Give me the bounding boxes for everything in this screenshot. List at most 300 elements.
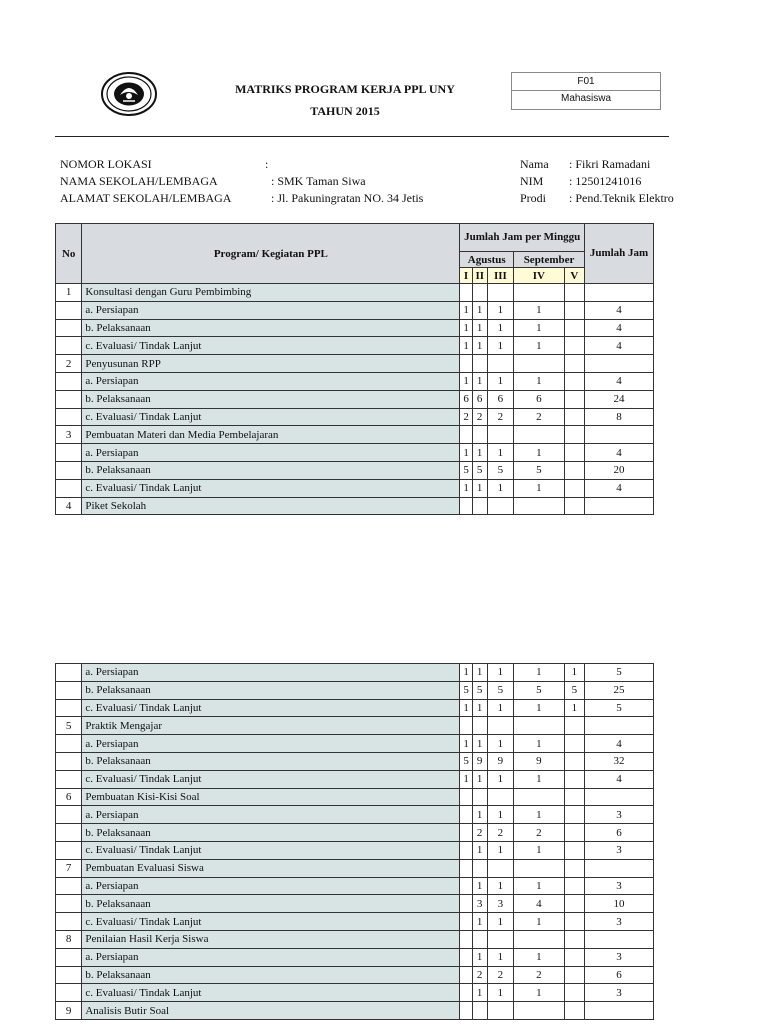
cell-total-hours: 4 — [585, 301, 654, 319]
cell-no: 7 — [56, 859, 82, 877]
cell-program: c. Evaluasi/ Tindak Lanjut — [82, 841, 460, 859]
cell-no — [56, 824, 82, 842]
table-row-subactivity — [56, 408, 654, 426]
cell-week-5 — [564, 461, 584, 479]
cell-no: 4 — [56, 497, 82, 515]
cell-week-3: 1 — [487, 735, 513, 753]
cell-week-3: 1 — [487, 444, 513, 462]
table-body-page2 — [56, 664, 654, 1020]
table-row-subactivity — [56, 444, 654, 462]
cell-week-1 — [460, 948, 472, 966]
cell-week-2: 1 — [472, 806, 487, 824]
cell-program: c. Evaluasi/ Tindak Lanjut — [82, 408, 460, 426]
cell-week-1 — [460, 824, 472, 842]
header-week-1: I — [460, 268, 472, 284]
cell-total-hours: 4 — [585, 735, 654, 753]
cell-week-5 — [564, 479, 584, 497]
cell-week-1 — [460, 717, 472, 735]
program-matrix-table-page1 — [55, 223, 654, 515]
header-no: No — [56, 224, 82, 284]
cell-week-4: 5 — [514, 461, 565, 479]
cell-week-5 — [564, 806, 584, 824]
cell-total-hours: 5 — [585, 699, 654, 717]
cell-week-5: 5 — [564, 681, 584, 699]
cell-week-5 — [564, 752, 584, 770]
form-role: Mahasiswa — [512, 90, 660, 109]
cell-week-3: 1 — [487, 372, 513, 390]
cell-week-3: 1 — [487, 948, 513, 966]
cell-week-5 — [564, 841, 584, 859]
cell-week-5 — [564, 930, 584, 948]
cell-week-3 — [487, 355, 513, 373]
cell-week-2: 1 — [472, 770, 487, 788]
header-month-august: Agustus — [460, 252, 514, 268]
cell-program: b. Pelaksanaan — [82, 461, 460, 479]
cell-total-hours: 32 — [585, 752, 654, 770]
cell-week-2 — [472, 497, 487, 515]
document-title: MATRIKS PROGRAM KERJA PPL UNY — [235, 82, 455, 96]
table-row-subactivity — [56, 301, 654, 319]
cell-week-1: 2 — [460, 408, 472, 426]
cell-week-4 — [514, 788, 565, 806]
cell-week-5 — [564, 301, 584, 319]
cell-week-2 — [472, 859, 487, 877]
cell-no — [56, 913, 82, 931]
cell-week-2: 1 — [472, 372, 487, 390]
cell-week-1 — [460, 930, 472, 948]
form-code: F01 — [577, 76, 595, 87]
cell-program: b. Pelaksanaan — [82, 681, 460, 699]
cell-week-3: 5 — [487, 461, 513, 479]
cell-week-1: 1 — [460, 337, 472, 355]
table-row-subactivity — [56, 966, 654, 984]
cell-week-3 — [487, 717, 513, 735]
cell-week-2: 5 — [472, 681, 487, 699]
cell-week-4 — [514, 355, 565, 373]
info-label-address: ALAMAT SEKOLAH/LEMBAGA — [60, 191, 232, 205]
cell-week-1 — [460, 966, 472, 984]
cell-week-5 — [564, 372, 584, 390]
cell-no — [56, 752, 82, 770]
document-year: TAHUN 2015 — [310, 104, 380, 118]
table-row-subactivity — [56, 948, 654, 966]
cell-program: Praktik Mengajar — [82, 717, 460, 735]
cell-week-5 — [564, 913, 584, 931]
cell-no — [56, 319, 82, 337]
cell-no — [56, 806, 82, 824]
cell-week-1 — [460, 841, 472, 859]
cell-week-5 — [564, 859, 584, 877]
cell-total-hours: 24 — [585, 390, 654, 408]
cell-week-5: 1 — [564, 699, 584, 717]
cell-week-5 — [564, 284, 584, 302]
info-label-prodi: Prodi — [520, 191, 547, 205]
cell-week-1: 1 — [460, 735, 472, 753]
cell-no: 2 — [56, 355, 82, 373]
cell-week-1 — [460, 426, 472, 444]
cell-week-3: 1 — [487, 664, 513, 682]
cell-no — [56, 337, 82, 355]
cell-no: 6 — [56, 788, 82, 806]
table-row-subactivity — [56, 770, 654, 788]
cell-week-5 — [564, 717, 584, 735]
cell-no — [56, 390, 82, 408]
cell-week-1: 1 — [460, 699, 472, 717]
cell-week-1: 1 — [460, 479, 472, 497]
cell-week-2: 1 — [472, 948, 487, 966]
cell-week-2 — [472, 355, 487, 373]
cell-week-1: 5 — [460, 681, 472, 699]
cell-no: 3 — [56, 426, 82, 444]
cell-week-2 — [472, 930, 487, 948]
cell-week-3: 3 — [487, 895, 513, 913]
table-row-activity — [56, 284, 654, 302]
cell-week-4: 1 — [514, 770, 565, 788]
header-week-5: V — [564, 268, 584, 284]
cell-total-hours — [585, 355, 654, 373]
cell-program: a. Persiapan — [82, 444, 460, 462]
cell-week-3 — [487, 788, 513, 806]
cell-total-hours: 20 — [585, 461, 654, 479]
cell-week-2: 1 — [472, 841, 487, 859]
cell-week-3 — [487, 859, 513, 877]
table-row-activity — [56, 426, 654, 444]
cell-total-hours: 5 — [585, 664, 654, 682]
cell-week-3: 2 — [487, 408, 513, 426]
cell-week-5 — [564, 319, 584, 337]
cell-week-5 — [564, 390, 584, 408]
cell-week-1: 5 — [460, 752, 472, 770]
cell-week-2 — [472, 1002, 487, 1020]
cell-week-4: 1 — [514, 372, 565, 390]
cell-week-3 — [487, 1002, 513, 1020]
cell-no — [56, 444, 82, 462]
cell-program: a. Persiapan — [82, 372, 460, 390]
cell-no — [56, 735, 82, 753]
info-label-nim: NIM — [520, 174, 544, 188]
cell-no — [56, 664, 82, 682]
cell-week-3 — [487, 284, 513, 302]
cell-week-4: 1 — [514, 877, 565, 895]
cell-week-3: 2 — [487, 966, 513, 984]
header-week-3: III — [487, 268, 513, 284]
cell-week-4 — [514, 426, 565, 444]
cell-week-4: 1 — [514, 479, 565, 497]
cell-week-2: 9 — [472, 752, 487, 770]
cell-total-hours — [585, 930, 654, 948]
cell-total-hours: 3 — [585, 913, 654, 931]
cell-week-3: 6 — [487, 390, 513, 408]
cell-week-5 — [564, 426, 584, 444]
cell-week-3: 1 — [487, 337, 513, 355]
table-row-subactivity — [56, 664, 654, 682]
table-row-activity — [56, 1002, 654, 1020]
cell-program: Piket Sekolah — [82, 497, 460, 515]
cell-week-1: 1 — [460, 301, 472, 319]
cell-week-1: 6 — [460, 390, 472, 408]
header-hours-per-week: Jumlah Jam per Minggu — [460, 224, 585, 252]
table-row-activity — [56, 930, 654, 948]
table-row-subactivity — [56, 461, 654, 479]
cell-week-2: 1 — [472, 444, 487, 462]
cell-no: 8 — [56, 930, 82, 948]
header-divider — [55, 136, 669, 137]
cell-program: c. Evaluasi/ Tindak Lanjut — [82, 770, 460, 788]
cell-week-1 — [460, 877, 472, 895]
cell-total-hours: 4 — [585, 337, 654, 355]
cell-no — [56, 699, 82, 717]
cell-week-3: 1 — [487, 877, 513, 895]
cell-total-hours — [585, 426, 654, 444]
info-value-location: : — [265, 157, 269, 171]
cell-total-hours: 6 — [585, 824, 654, 842]
cell-week-2: 1 — [472, 664, 487, 682]
cell-no — [56, 877, 82, 895]
cell-week-3 — [487, 497, 513, 515]
cell-week-3: 5 — [487, 681, 513, 699]
cell-week-4: 1 — [514, 806, 565, 824]
cell-total-hours — [585, 717, 654, 735]
cell-week-3: 1 — [487, 319, 513, 337]
cell-week-4: 9 — [514, 752, 565, 770]
header-month-september: September — [514, 252, 585, 268]
info-label-name: Nama — [520, 157, 549, 171]
cell-no — [56, 770, 82, 788]
cell-week-1 — [460, 895, 472, 913]
cell-week-5 — [564, 337, 584, 355]
cell-week-4 — [514, 497, 565, 515]
cell-week-4: 1 — [514, 301, 565, 319]
cell-week-1: 5 — [460, 461, 472, 479]
cell-program: Penyusunan RPP — [82, 355, 460, 373]
cell-week-5 — [564, 770, 584, 788]
cell-program: a. Persiapan — [82, 301, 460, 319]
table-row-subactivity — [56, 390, 654, 408]
table-row-subactivity — [56, 735, 654, 753]
header-program: Program/ Kegiatan PPL — [82, 224, 460, 284]
table-row-activity — [56, 355, 654, 373]
cell-program: Penilaian Hasil Kerja Siswa — [82, 930, 460, 948]
table-row-subactivity — [56, 319, 654, 337]
cell-week-4: 6 — [514, 390, 565, 408]
table-row-subactivity — [56, 841, 654, 859]
cell-program: a. Persiapan — [82, 664, 460, 682]
form-code-box — [511, 72, 661, 110]
cell-week-5 — [564, 444, 584, 462]
cell-week-4: 4 — [514, 895, 565, 913]
cell-week-4 — [514, 284, 565, 302]
cell-no — [56, 841, 82, 859]
cell-week-2: 1 — [472, 319, 487, 337]
cell-program: a. Persiapan — [82, 735, 460, 753]
cell-week-4: 1 — [514, 984, 565, 1002]
table-row-subactivity — [56, 372, 654, 390]
cell-total-hours: 3 — [585, 948, 654, 966]
cell-no — [56, 895, 82, 913]
cell-week-1: 1 — [460, 372, 472, 390]
cell-week-4: 5 — [514, 681, 565, 699]
cell-program: Pembuatan Evaluasi Siswa — [82, 859, 460, 877]
cell-total-hours — [585, 284, 654, 302]
cell-week-4: 2 — [514, 966, 565, 984]
cell-week-2 — [472, 284, 487, 302]
cell-week-5 — [564, 895, 584, 913]
cell-total-hours: 25 — [585, 681, 654, 699]
cell-week-2: 2 — [472, 966, 487, 984]
cell-total-hours: 4 — [585, 444, 654, 462]
cell-week-2: 2 — [472, 408, 487, 426]
info-label-school: NAMA SEKOLAH/LEMBAGA — [60, 174, 218, 188]
cell-week-2: 1 — [472, 337, 487, 355]
cell-program: c. Evaluasi/ Tindak Lanjut — [82, 337, 460, 355]
cell-week-3: 1 — [487, 841, 513, 859]
cell-program: b. Pelaksanaan — [82, 752, 460, 770]
cell-total-hours: 3 — [585, 877, 654, 895]
cell-week-4: 2 — [514, 824, 565, 842]
table-row-subactivity — [56, 337, 654, 355]
info-value-prodi: : Pend.Teknik Elektro — [569, 191, 674, 205]
table-row-subactivity — [56, 699, 654, 717]
cell-week-2: 2 — [472, 824, 487, 842]
cell-week-2: 5 — [472, 461, 487, 479]
cell-week-4: 1 — [514, 913, 565, 931]
cell-week-3: 1 — [487, 301, 513, 319]
cell-program: b. Pelaksanaan — [82, 895, 460, 913]
cell-program: b. Pelaksanaan — [82, 390, 460, 408]
cell-week-1 — [460, 497, 472, 515]
cell-week-1 — [460, 806, 472, 824]
cell-week-3: 1 — [487, 913, 513, 931]
cell-week-1 — [460, 859, 472, 877]
cell-week-1 — [460, 913, 472, 931]
cell-week-5 — [564, 824, 584, 842]
cell-week-2: 6 — [472, 390, 487, 408]
cell-week-4: 1 — [514, 664, 565, 682]
cell-program: Analisis Butir Soal — [82, 1002, 460, 1020]
table-row-activity — [56, 859, 654, 877]
cell-week-3: 1 — [487, 984, 513, 1002]
cell-week-2: 1 — [472, 699, 487, 717]
header-week-2: II — [472, 268, 487, 284]
cell-no — [56, 479, 82, 497]
table-row-subactivity — [56, 752, 654, 770]
cell-no: 1 — [56, 284, 82, 302]
cell-week-2: 1 — [472, 479, 487, 497]
cell-no — [56, 408, 82, 426]
cell-week-4 — [514, 1002, 565, 1020]
cell-total-hours: 6 — [585, 966, 654, 984]
cell-week-4: 1 — [514, 444, 565, 462]
cell-week-1: 1 — [460, 319, 472, 337]
cell-total-hours: 3 — [585, 806, 654, 824]
cell-week-4: 1 — [514, 319, 565, 337]
cell-week-3: 1 — [487, 806, 513, 824]
cell-week-4: 1 — [514, 948, 565, 966]
cell-week-1 — [460, 788, 472, 806]
table-row-subactivity — [56, 913, 654, 931]
cell-week-4 — [514, 859, 565, 877]
table-row-subactivity — [56, 479, 654, 497]
cell-week-3: 2 — [487, 824, 513, 842]
cell-no — [56, 372, 82, 390]
cell-program: Pembuatan Kisi-Kisi Soal — [82, 788, 460, 806]
cell-week-5 — [564, 1002, 584, 1020]
cell-week-4 — [514, 717, 565, 735]
cell-program: b. Pelaksanaan — [82, 319, 460, 337]
table-row-subactivity — [56, 806, 654, 824]
cell-program: b. Pelaksanaan — [82, 824, 460, 842]
table-row-subactivity — [56, 895, 654, 913]
cell-week-5 — [564, 408, 584, 426]
cell-week-2 — [472, 788, 487, 806]
info-value-nim: : 12501241016 — [569, 174, 642, 188]
cell-week-2: 1 — [472, 301, 487, 319]
cell-program: c. Evaluasi/ Tindak Lanjut — [82, 984, 460, 1002]
cell-week-5 — [564, 497, 584, 515]
table-row-subactivity — [56, 877, 654, 895]
table-row-activity — [56, 497, 654, 515]
cell-total-hours — [585, 788, 654, 806]
table-row-subactivity — [56, 824, 654, 842]
cell-week-2: 1 — [472, 984, 487, 1002]
cell-total-hours: 8 — [585, 408, 654, 426]
cell-week-3 — [487, 930, 513, 948]
table-row-subactivity — [56, 681, 654, 699]
cell-week-1 — [460, 284, 472, 302]
cell-week-4: 1 — [514, 735, 565, 753]
cell-week-3: 9 — [487, 752, 513, 770]
cell-program: c. Evaluasi/ Tindak Lanjut — [82, 479, 460, 497]
cell-no — [56, 301, 82, 319]
info-value-name: : Fikri Ramadani — [569, 157, 651, 171]
cell-program: c. Evaluasi/ Tindak Lanjut — [82, 699, 460, 717]
cell-total-hours: 4 — [585, 372, 654, 390]
cell-week-4: 1 — [514, 699, 565, 717]
cell-week-5 — [564, 966, 584, 984]
cell-total-hours: 3 — [585, 984, 654, 1002]
cell-week-1 — [460, 355, 472, 373]
cell-week-1: 1 — [460, 444, 472, 462]
table-row-subactivity — [56, 984, 654, 1002]
cell-week-2 — [472, 717, 487, 735]
cell-total-hours: 3 — [585, 841, 654, 859]
cell-no — [56, 966, 82, 984]
cell-total-hours: 4 — [585, 479, 654, 497]
cell-week-4: 2 — [514, 408, 565, 426]
cell-program: a. Persiapan — [82, 806, 460, 824]
info-value-school: : SMK Taman Siwa — [271, 174, 366, 188]
cell-week-4: 1 — [514, 841, 565, 859]
cell-week-5: 1 — [564, 664, 584, 682]
cell-week-2: 1 — [472, 735, 487, 753]
cell-week-2: 1 — [472, 913, 487, 931]
cell-week-4: 1 — [514, 337, 565, 355]
cell-week-1: 1 — [460, 664, 472, 682]
cell-week-5 — [564, 984, 584, 1002]
cell-program: a. Persiapan — [82, 948, 460, 966]
cell-total-hours: 10 — [585, 895, 654, 913]
cell-no — [56, 681, 82, 699]
cell-no: 5 — [56, 717, 82, 735]
header-week-4: IV — [514, 268, 565, 284]
cell-week-5 — [564, 948, 584, 966]
cell-week-3 — [487, 426, 513, 444]
cell-week-1 — [460, 1002, 472, 1020]
cell-week-5 — [564, 735, 584, 753]
cell-week-3: 1 — [487, 479, 513, 497]
header-total-hours: Jumlah Jam — [585, 224, 654, 284]
cell-program: a. Persiapan — [82, 877, 460, 895]
